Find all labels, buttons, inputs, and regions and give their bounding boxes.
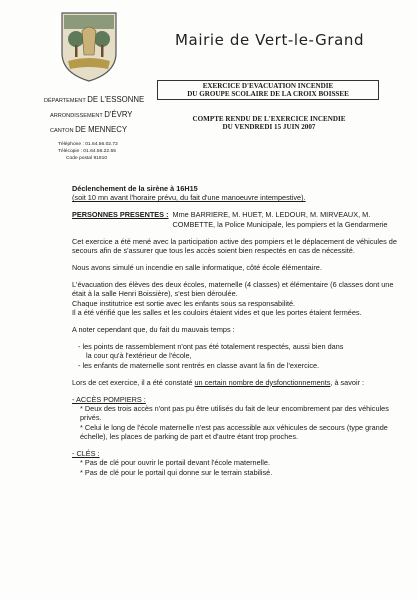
keys-item-2: * Pas de clé pour le portail qui donne sur le terrain stabilisé. <box>80 467 273 477</box>
siren-heading: Déclenchement de la sirène à 16H15 <box>72 184 198 193</box>
report-title-line2: DU VENDREDI 15 JUIN 2007 <box>222 123 316 132</box>
report-title-line1: COMPTE RENDU DE L'EXERCICE INCENDIE <box>192 115 346 123</box>
attendees-list: Mme BARRIERE, M. HUET, M. LEDOUR, M. MIRVEAUX, M. COMBETTE, la Police Municipale, les pompiers et la Gendarmerie <box>172 210 388 229</box>
dysfunctions-suffix: , à savoir : <box>330 377 365 387</box>
paragraph-evacuation: L'évacuation des élèves des deux écoles, maternelle (4 classes) et élémentaire (6 classes dont une était à la salle Henri Boissière), s'est bien déroulée. <box>72 279 394 299</box>
attendees <box>72 210 398 229</box>
dysfunctions-prefix: Lors de cet exercice, il a été constaté <box>72 377 193 387</box>
canton-prefix: CANTON <box>50 128 74 134</box>
arrondissement-line <box>50 111 144 120</box>
access-heading: - ACCÈS POMPIERS : <box>72 394 146 404</box>
keys-item-1: * Pas de clé pour ouvrir le portail devant l'école maternelle. <box>80 458 270 468</box>
canton-line <box>50 126 144 135</box>
departement-name: DE L'ESSONNE <box>87 95 145 104</box>
paragraph-teachers: Chaque institutrice est sortie avec les enfants sous sa responsabilité. <box>72 298 296 308</box>
access-item-2: * Celui le long de l'école maternelle n'est pas accessible aux véhicules de secours (type grande échelle), les places de parking de part et d'autre étant trop proches. <box>80 422 388 442</box>
telecopie: Télécopie : 01.64.56.22.55 <box>58 149 116 154</box>
access-item-1: * Deux des trois accès n'ont pas pu être utilisés du fait de leur encombrement par des véhicules privés. <box>80 403 389 423</box>
code-postal: Code postal 91810 <box>66 156 108 161</box>
arrondissement-name: D'ÉVRY <box>104 110 133 119</box>
keys-heading: - CLÉS : <box>72 449 100 459</box>
arrondissement-prefix: ARRONDISSEMENT <box>50 113 103 119</box>
town-hall-name: Mairie de Vert-le-Grand <box>175 31 365 49</box>
canton-name: DE MENNECY <box>75 125 128 134</box>
paragraph-verification: Il a été vérifié que les salles et les couloirs étaient vides et que les portes étaient fermées. <box>72 308 362 318</box>
exercise-title-line2: DU GROUPE SCOLAIRE DE LA CROIX BOISSEE <box>187 90 349 99</box>
remark-item-2: - les enfants de maternelle sont rentrés en classe avant la fin de l'exercice. <box>78 360 320 370</box>
paragraph-participation: Cet exercice a été mené avec la participation active des pompiers et le déplacement de véhicules de secours afin de s'assurer que tous les accès soient bien respectés en cas de nécessité. <box>72 236 397 256</box>
departement-prefix: DÉPARTEMENT <box>44 98 86 104</box>
town-hall-info <box>44 96 144 162</box>
departement-line <box>44 96 144 105</box>
siren-note: (soit 10 mn avant l'horaire prévu, du fait d'une manoeuvre intempestive). <box>72 193 306 203</box>
attendees-label: PERSONNES PRESENTES : <box>72 210 169 220</box>
telephone: Téléphone : 01.64.56.02.72 <box>58 142 118 147</box>
coat-of-arms-logo <box>58 11 120 83</box>
remark-item-1b: la cour qu'à l'extérieur de l'école, <box>86 351 192 361</box>
remark-item-1a: - les points de rassemblement n'ont pas été totalement respectés, aussi bien dans <box>78 341 344 351</box>
exercise-title-box <box>157 80 379 100</box>
dysfunctions-underlined: un certain nombre de dysfonctionnements <box>194 377 331 387</box>
dysfunctions-intro <box>72 378 398 387</box>
paragraph-simulation: Nous avons simulé un incendie en salle informatique, côté école élémentaire. <box>72 262 322 272</box>
report-title <box>160 115 378 132</box>
report-body <box>72 184 398 477</box>
exercise-title-line1: EXERCICE D'EVACUATION INCENDIE <box>202 82 334 90</box>
weather-remark: A noter cependant que, du fait du mauvais temps : <box>72 324 235 334</box>
